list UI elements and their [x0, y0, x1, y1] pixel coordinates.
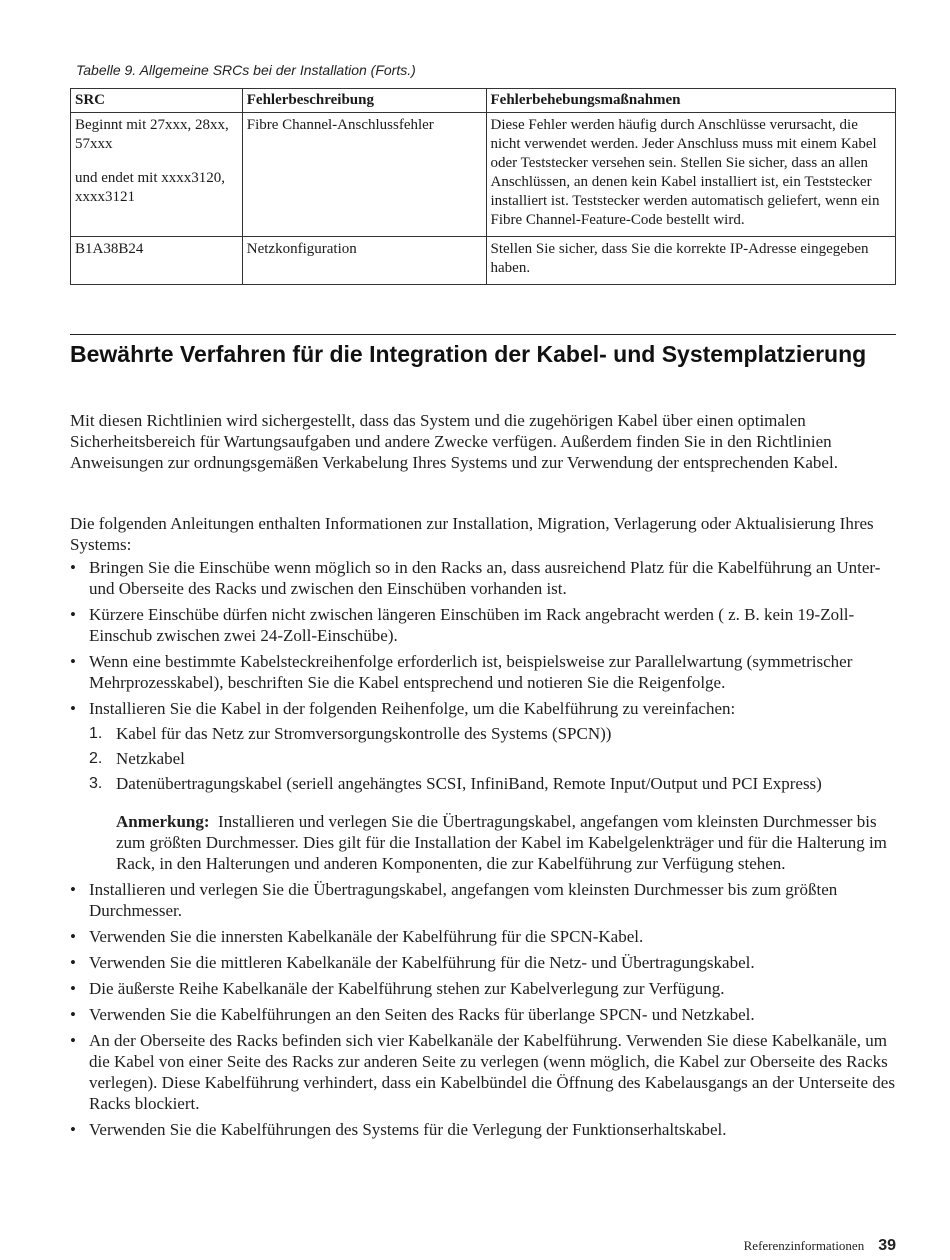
step-number: 1. — [89, 725, 103, 742]
page-footer — [744, 1237, 896, 1255]
list-item: • Wenn eine bestimmte Kabelsteckreihenfolge erforderlich ist, beispielsweise zur Parallelwartung (symmetrischer Mehrprozesskabel), beschriften Sie die Kabel entsprechend und notieren Sie die Reigenfolge. — [70, 651, 896, 693]
cell-action: Diese Fehler werden häufig durch Anschlüsse verursacht, die nicht verwendet werden. Jeder Anschluss muss mit einem Kabel oder Teststecker versehen sein. Stellen Sie sicher, dass an allen Anschlüssen, an denen kein Kabel installiert ist, ein Teststecker installiert ist. Teststecker werden automatisch geliefert, wenn ein Fibre Channel-Feature-Code bestellt wird. — [486, 113, 896, 237]
section-divider — [70, 334, 896, 335]
step-text: Datenübertragungskabel (seriell angehängtes SCSI, InfiniBand, Remote Input/Output und PCI Express) — [116, 774, 822, 793]
cable-order-steps — [89, 723, 896, 874]
guidelines-list — [70, 557, 896, 1145]
intro-paragraph: Mit diesen Richtlinien wird sichergestellt, dass das System und die zugehörigen Kabel über einen optimalen Sicherheitsbereich für Wartungsaufgaben und andere Zwecke verfügen. Außerdem finden Sie in den Richtlinien Anweisungen zur ordnungsgemäßen Verkabelung Ihres Systems und zur Verwendung der entsprechenden Kabel. — [70, 411, 838, 472]
step-number: 3. — [89, 775, 103, 792]
list-item: • Verwenden Sie die mittleren Kabelkanäle der Kabelführung für die Netz- und Übertragungskabel. — [70, 952, 896, 973]
src-range-end: und endet mit xxxx3120, xxxx3121 — [75, 170, 225, 205]
column-header-src: SRC — [71, 89, 243, 113]
cell-description: Fibre Channel-Anschlussfehler — [242, 113, 486, 237]
list-item: • Bringen Sie die Einschübe wenn möglich so in den Racks an, dass ausreichend Platz für die Kabelführung an Unter- und Oberseite des Racks und zwischen den Einschüben vorhanden ist. — [70, 557, 896, 599]
list-item: • Verwenden Sie die innersten Kabelkanäle der Kabelführung für die SPCN-Kabel. — [70, 926, 896, 947]
list-item: • Verwenden Sie die Kabelführungen des Systems für die Verlegung der Funktionserhaltskabel. — [70, 1119, 896, 1140]
note-label: Anmerkung: — [116, 812, 210, 831]
footer-title: Referenzinformationen — [743, 1238, 865, 1253]
list-item-cable-order — [70, 698, 896, 874]
list-item: • Verwenden Sie die Kabelführungen an den Seiten des Racks für überlange SPCN- und Netzkabel. — [70, 1004, 896, 1025]
step-item — [89, 748, 896, 769]
note — [116, 811, 896, 874]
table-header-row — [71, 89, 896, 113]
section-heading: Bewährte Verfahren für die Integration der Kabel- und Systemplatzierung — [70, 341, 867, 367]
cell-description: Netzkonfiguration — [242, 237, 486, 285]
column-header-description: Fehlerbeschreibung — [242, 89, 486, 113]
list-item: • Kürzere Einschübe dürfen nicht zwischen längeren Einschüben im Rack angebracht werden ( z. B. kein 19-Zoll-Einschub zwischen zwei 24-Zoll-Einschübe). — [70, 604, 896, 646]
note-text: Installieren und verlegen Sie die Übertragungskabel, angefangen vom kleinsten Durchmesser bis zum größten Durchmesser. Dies gilt für die Installation der Kabel im Kabelgelenkträger und für die Halterung im Rack, in den Halterungen und anderen Komponenten, die zur Kabelführung zur Verfügung stehen. — [116, 812, 887, 873]
list-item: • Installieren und verlegen Sie die Übertragungskabel, angefangen vom kleinsten Durchmesser bis zum größten Durchmesser. — [70, 879, 896, 921]
table-row — [71, 113, 896, 237]
step-text: Netzkabel — [116, 749, 185, 768]
step-number: 2. — [89, 750, 103, 767]
cell-src: B1A38B24 — [71, 237, 243, 285]
table-caption: Tabelle 9. Allgemeine SRCs bei der Installation (Forts.) — [76, 62, 416, 78]
cell-action: Stellen Sie sicher, dass Sie die korrekte IP-Adresse eingegeben haben. — [486, 237, 896, 285]
table-row — [71, 237, 896, 285]
guidelines-intro: Die folgenden Anleitungen enthalten Informationen zur Installation, Migration, Verlagerung oder Aktualisierung Ihres Systems: — [70, 514, 874, 554]
cell-src — [71, 113, 243, 237]
step-item — [89, 773, 896, 874]
src-table — [70, 88, 896, 285]
step-text: Kabel für das Netz zur Stromversorgungskontrolle des Systems (SPCN)) — [116, 724, 612, 743]
src-range-start: Beginnt mit 27xxx, 28xx, 57xxx — [75, 117, 229, 152]
list-item: • Die äußerste Reihe Kabelkanäle der Kabelführung stehen zur Kabelverlegung zur Verfügung. — [70, 978, 896, 999]
column-header-action: Fehlerbehebungsmaßnahmen — [486, 89, 896, 113]
page-number: 39 — [878, 1237, 896, 1254]
list-item-text: Installieren Sie die Kabel in der folgenden Reihenfolge, um die Kabelführung zu vereinfachen: — [89, 699, 736, 718]
step-item — [89, 723, 896, 744]
list-item: • An der Oberseite des Racks befinden sich vier Kabelkanäle der Kabelführung. Verwenden Sie diese Kabelkanäle, um die Kabel von einer Seite des Racks zur anderen Seite zu verlegen (wenn möglich, die Kabel zur Oberseite des Racks verlegen). Diese Kabelführung verhindert, dass ein Kabelbündel die Öffnung des Kabelausgangs an der Unterseite des Racks blockiert. — [70, 1030, 896, 1114]
